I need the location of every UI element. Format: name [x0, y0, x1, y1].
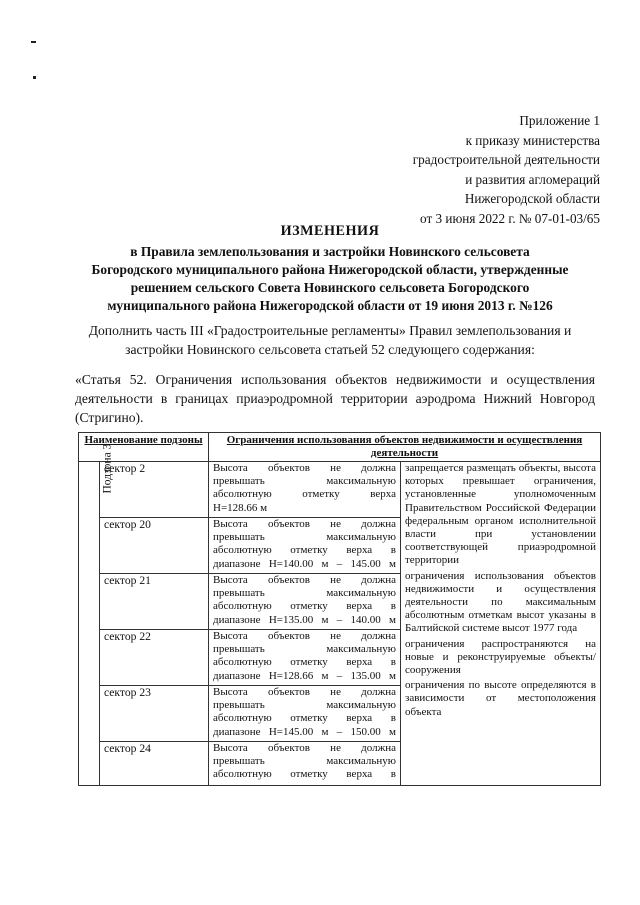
appendix-line: градостроительной деятельности	[412, 152, 600, 167]
zone-cell	[79, 443, 114, 786]
title-line: муниципального района Нижегородской области от 19 июня 2013 г. №126	[107, 298, 553, 313]
scan-speck	[33, 76, 36, 79]
article-paragraph: «Статья 52. Ограничения использования объектов недвижимости и осуществления деятельности в границах приаэродромной территории аэродрома Нижний Новгород (Стригино).	[75, 372, 595, 425]
appendix-block	[340, 111, 600, 228]
sector-name: сектор 2	[100, 462, 209, 518]
restrictions-cell	[401, 462, 601, 786]
sector-name: сектор 22	[100, 630, 209, 686]
restriction-text: ограничения использования объектов недвижимости и осуществления деятельности по максимальным абсолютным отметкам высот указаны в Балтийской системе высот 1977 года	[405, 569, 596, 635]
appendix-line: к приказу министерства	[465, 132, 600, 148]
appendix-line: Приложение 1	[519, 113, 600, 128]
title-heading: ИЗМЕНЕНИЯ	[280, 223, 380, 239]
document-title	[60, 222, 600, 315]
restriction-text: запрещается размещать объекты, высота которых превышает ограничения, установленные уполномоченным Правительством Российской Федерации федеральным органом исполнительной власти при установлении соответствующей приаэродромной территории	[405, 462, 596, 567]
table-header-row	[79, 433, 601, 462]
appendix-line: Нижегородской области	[464, 191, 600, 206]
sector-name: сектор 20	[100, 518, 209, 574]
title-line: в Правила землепользования и застройки Новинского сельсовета	[130, 244, 530, 259]
restriction-text: ограничения по высоте определяются в зависимости от местоположения объекта	[405, 679, 596, 718]
regulations-table	[78, 432, 601, 786]
height-limit: Высота объектов не должна превышать максимальную абсолютную отметку верха в диапазоне Н=140.00 м – 145.00 м	[209, 518, 401, 574]
sector-name: сектор 24	[100, 742, 209, 786]
zone-label: Подзона 3	[101, 443, 114, 494]
sector-name: сектор 21	[100, 574, 209, 630]
intro-paragraph: Дополнить часть III «Градостроительные регламенты» Правил землепользования и застройки Новинского сельсовета статьей 52 следующего содержания:	[88, 323, 572, 357]
scan-speck	[31, 41, 36, 43]
sector-name: сектор 23	[100, 686, 209, 742]
appendix-line: и развития агломераций	[465, 171, 600, 187]
height-limit: Высота объектов не должна превышать максимальную абсолютную отметку верха в диапазоне Н=135.00 м – 140.00 м	[209, 574, 401, 630]
header-restrictions: Ограничения использования объектов недвижимости и осуществления деятельности	[209, 433, 601, 462]
header-subzone-name: Наименование подзоны	[79, 433, 209, 462]
height-limit: Высота объектов не должна превышать максимальную абсолютную отметку верха Н=128.66 м	[209, 462, 401, 518]
appendix-line: от 3 июня 2022 г. № 07-01-03/65	[420, 210, 600, 226]
title-line: Богородского муниципального района Нижегородской области, утвержденные	[91, 262, 569, 277]
table-row	[79, 462, 601, 518]
height-limit: Высота объектов не должна превышать максимальную абсолютную отметку верха в	[209, 742, 401, 786]
height-limit: Высота объектов не должна превышать максимальную абсолютную отметку верха в диапазоне Н=145.00 м – 150.00 м	[209, 686, 401, 742]
height-limit: Высота объектов не должна превышать максимальную абсолютную отметку верха в диапазоне Н=128.66 м – 135.00 м	[209, 630, 401, 686]
title-line: решением сельского Совета Новинского сельсовета Богородского	[130, 280, 530, 295]
restriction-text: ограничения распространяются на новые и реконструируемые объекты/сооружения	[405, 637, 596, 677]
